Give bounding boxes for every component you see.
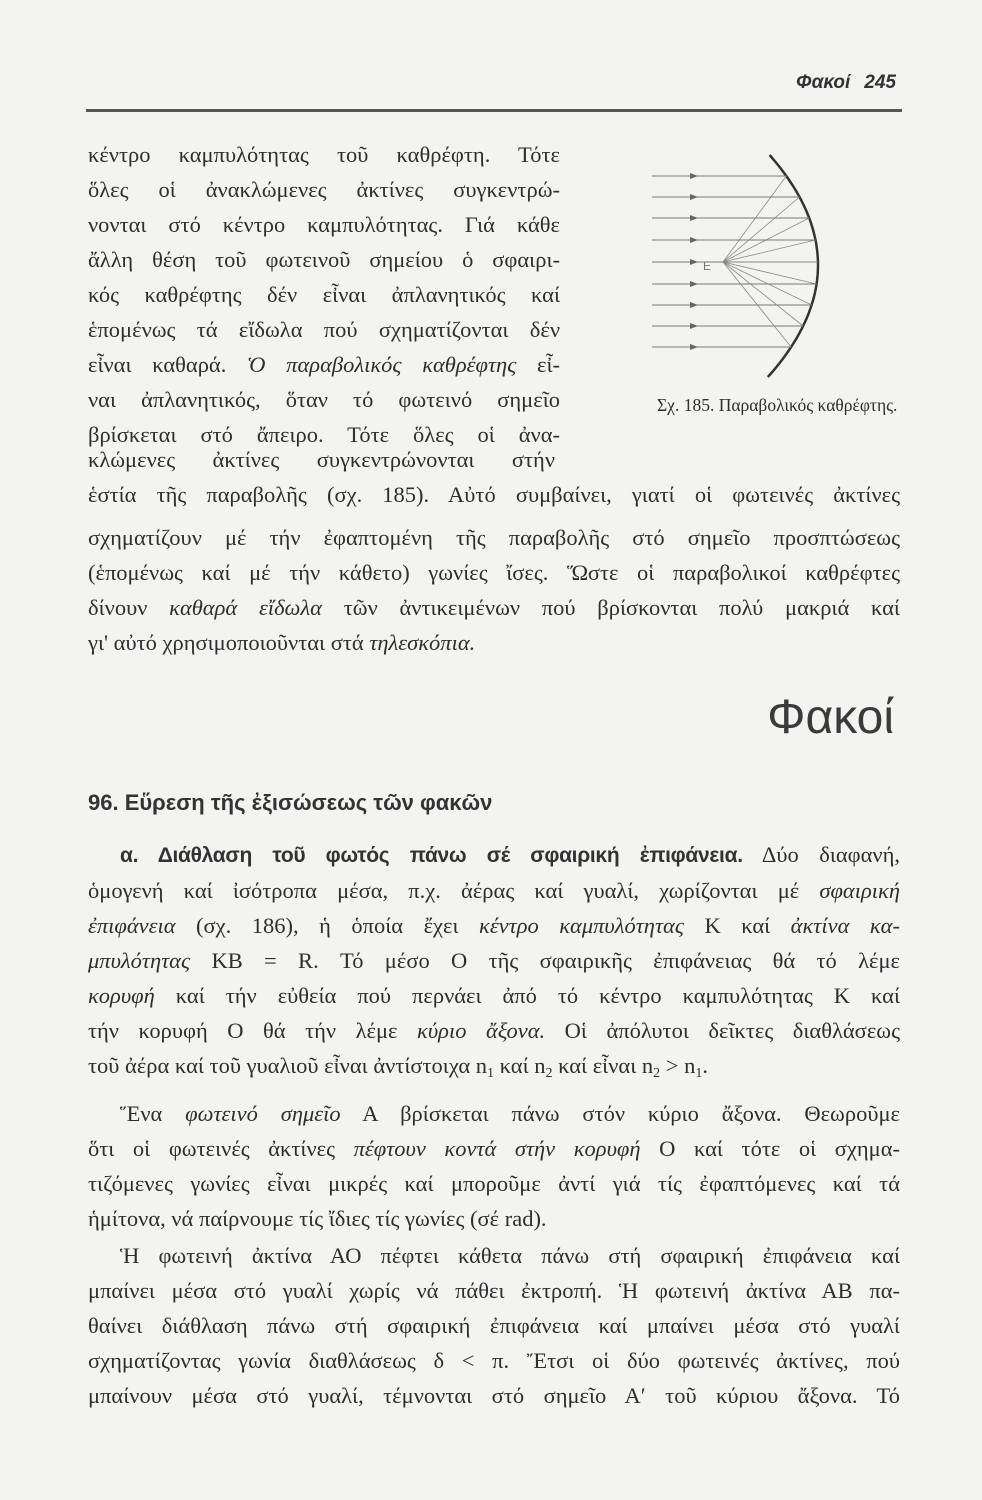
text-segment: δίνουν: [88, 595, 170, 620]
text-line: [88, 593, 900, 623]
ray-arrow-icon: [690, 215, 698, 221]
ray-arrow-icon: [690, 302, 698, 308]
text-line: [88, 1204, 900, 1234]
text-line: [88, 350, 560, 380]
text-segment: κύριο ἄξονα.: [417, 1018, 546, 1043]
text-line: [120, 840, 900, 871]
text-line: [88, 210, 560, 240]
text-segment: Ἕνα: [120, 1101, 186, 1126]
text-segment: ἑπομένως τά εἴδωλα πού σχηματίζονται δέν: [88, 317, 560, 342]
text-segment: (ἑπομένως καί μέ τήν κάθετο) γωνίες ἴσες. Ὥστε οἱ παραβολικοί καθρέφτες: [88, 560, 900, 585]
text-segment: Δύο διαφανή,: [742, 842, 900, 867]
text-segment: ὅλες οἱ ἀνακλώμενες ἀκτίνες συγκεντρώ-: [88, 177, 560, 202]
text-segment: Ἡ φωτεινή ἀκτίνα ΑΟ πέφτει κάθετα πάνω στή σφαιρική ἐπιφάνεια καί: [120, 1243, 900, 1268]
reflected-ray: [723, 197, 800, 262]
text-segment: τοῦ ἀέρα καί τοῦ γυαλιοῦ εἶναι ἀντίστοιχα n: [88, 1053, 488, 1078]
text-segment: 2: [545, 1066, 553, 1081]
text-segment: φωτεινό σημεῖο: [185, 1101, 341, 1126]
text-segment: Α βρίσκεται πάνω στόν κύριο ἄξονα. Θεωροῦμε: [340, 1101, 900, 1126]
text-segment: εἶναι καθαρά.: [88, 352, 248, 377]
running-header: [796, 72, 896, 94]
text-segment: ὁμογενή καί ἰσότροπα μέσα, π.χ. ἀέρας καί γυαλί, χωρίζονται μέ: [88, 878, 820, 903]
focus-label: Ε: [703, 259, 712, 273]
text-segment: 1: [487, 1066, 495, 1081]
text-line: [88, 1134, 900, 1164]
text-segment: Οἱ ἀπόλυτοι δεῖκτες διαθλάσεως: [545, 1018, 900, 1043]
text-segment: ἐπιφάνεια: [88, 913, 176, 938]
ray-arrow-icon: [690, 194, 698, 200]
subsection-heading: α. Διάθλαση τοῦ φωτός πάνω σέ σφαιρική ἐπιφάνεια.: [120, 844, 743, 867]
text-line: [88, 558, 900, 588]
figure-caption: Σχ. 185. Παραβολικός καθρέφτης.: [657, 395, 898, 415]
text-segment: σχηματίζοντας γωνία διαθλάσεως δ < π. Ἔτσι οἱ δύο φωτεινές ἀκτίνες, πού: [88, 1348, 900, 1373]
ray-arrow-icon: [690, 259, 698, 265]
text-segment: καί εἶναι n: [552, 1053, 654, 1078]
text-line: [120, 1241, 900, 1271]
text-line: [88, 1051, 900, 1081]
text-segment: καί τήν εὐθεία πού περνάει ἀπό τό κέντρο καμπυλότητας Κ καί: [154, 983, 900, 1008]
text-line: [88, 911, 900, 941]
text-segment: σχηματίζουν μέ τήν ἐφαπτομένη τῆς παραβολῆς στό σημεῖο προσπτώσεως: [88, 525, 900, 550]
text-line: [88, 245, 560, 275]
ray-arrow-icon: [690, 323, 698, 329]
text-line: [88, 385, 560, 415]
ray-arrow-icon: [690, 281, 698, 287]
text-segment: ναι ἀπλανητικός, ὅταν τό φωτεινό σημεῖο: [88, 387, 560, 412]
mirror-curve: [768, 155, 818, 377]
text-segment: εἶ-: [516, 352, 561, 377]
text-segment: .: [702, 1053, 708, 1078]
text-segment: ὅτι οἱ φωτεινές ἀκτίνες: [88, 1136, 354, 1161]
text-segment: Κ καί: [683, 913, 791, 938]
text-segment: θαίνει διάθλαση πάνω στή σφαιρική ἐπιφάνεια καί μπαίνει μέσα στό γυαλί: [88, 1313, 900, 1338]
text-segment: ἑστία τῆς παραβολῆς (σχ. 185). Αὐτό συμβαίνει, γιατί οἱ φωτεινές ἀκτίνες: [88, 482, 900, 507]
ray-arrow-icon: [690, 173, 698, 179]
text-segment: ἄλλη θέση τοῦ φωτεινοῦ σημείου ὁ σφαιρι-: [88, 247, 560, 272]
text-segment: κλώμενες ἀκτίνες συγκεντρώνονται στήν: [88, 447, 555, 472]
text-segment: ΚΒ = R. Τό μέσο Ο τῆς σφαιρικῆς ἐπιφάνειας θά τό λέμε: [190, 948, 900, 973]
text-line: [88, 981, 900, 1011]
text-line: [88, 1346, 900, 1376]
ray-arrow-icon: [690, 237, 698, 243]
text-segment: πέφτουν κοντά στήν κορυφή: [353, 1136, 641, 1161]
text-segment: κέντρο καμπυλότητας: [479, 913, 684, 938]
text-line: [88, 1311, 900, 1341]
text-segment: καί n: [494, 1053, 546, 1078]
text-line: [88, 140, 560, 170]
text-line: [88, 280, 560, 310]
text-segment: τήν κορυφή Ο θά τήν λέμε: [88, 1018, 418, 1043]
text-segment: γι' αὐτό χρησιμοποιοῦνται στά: [88, 630, 370, 655]
text-line: [88, 946, 900, 976]
text-segment: τιζόμενες γωνίες εἶναι μικρές καί μποροῦμε ἀντί γιά τίς ἐφαπτόμενες καί τά: [88, 1171, 900, 1196]
chapter-title: Φακοί: [767, 691, 894, 744]
text-line: [88, 628, 900, 658]
text-segment: ἀκτίνα κα-: [790, 913, 900, 938]
text-line: [88, 480, 900, 510]
text-line: [88, 315, 560, 345]
text-segment: κός καθρέφτης δέν εἶναι ἀπλανητικός καί: [88, 282, 560, 307]
header-chapter-name: Φακοί: [795, 72, 851, 93]
text-segment: 2: [653, 1066, 661, 1081]
text-line: [88, 1381, 900, 1411]
text-line: [88, 175, 560, 205]
section-heading: 96. Εὕρεση τῆς ἐξισώσεως τῶν φακῶν: [88, 790, 493, 815]
text-segment: > n: [660, 1053, 696, 1078]
text-line: [88, 445, 555, 475]
text-segment: 1: [695, 1066, 703, 1081]
text-segment: (σχ. 186), ἡ ὁποία ἔχει: [175, 913, 480, 938]
text-line: [88, 1169, 900, 1199]
text-segment: μπαίνει μέσα στό γυαλί χωρίς νά πάθει ἐκτροπή. Ἡ φωτεινή ἀκτίνα ΑΒ πα-: [88, 1278, 900, 1303]
text-segment: κέντρο καμπυλότητας τοῦ καθρέφτη. Τότε: [88, 142, 560, 167]
text-segment: κορυφή: [88, 983, 155, 1008]
text-segment: βρίσκεται στό ἄπειρο. Τότε ὅλες οἱ ἀνα-: [88, 422, 560, 447]
text-line: [88, 1276, 900, 1306]
text-segment: Ο καί τότε οἱ σχημα-: [640, 1136, 900, 1161]
parabolic-mirror-figure: [640, 150, 840, 390]
text-segment: καθαρά εἴδωλα: [169, 595, 322, 620]
text-segment: ἡμίτονα, νά παίρνουμε τίς ἴδιες τίς γωνίες (σέ rad).: [88, 1206, 547, 1231]
header-rule: [86, 109, 902, 112]
text-segment: σφαιρική: [819, 878, 900, 903]
text-segment: Ὁ παραβολικός καθρέφτης: [247, 352, 517, 377]
ray-arrow-icon: [690, 344, 698, 350]
text-segment: μπαίνουν μέσα στό γυαλί, τέμνονται στό σημεῖο Α′ τοῦ κύριου ἄξονα. Τό: [88, 1383, 900, 1408]
text-segment: τηλεσκόπια.: [369, 630, 476, 655]
page-number: 245: [864, 72, 896, 93]
text-line: [88, 876, 900, 906]
text-segment: τῶν ἀντικειμένων πού βρίσκονται πολύ μακριά καί: [321, 595, 900, 620]
text-line: [88, 1016, 900, 1046]
text-segment: μπυλότητας: [88, 948, 191, 973]
text-segment: νονται στό κέντρο καμπυλότητας. Γιά κάθε: [88, 212, 560, 237]
text-line: [88, 523, 900, 553]
text-line: [120, 1099, 900, 1129]
